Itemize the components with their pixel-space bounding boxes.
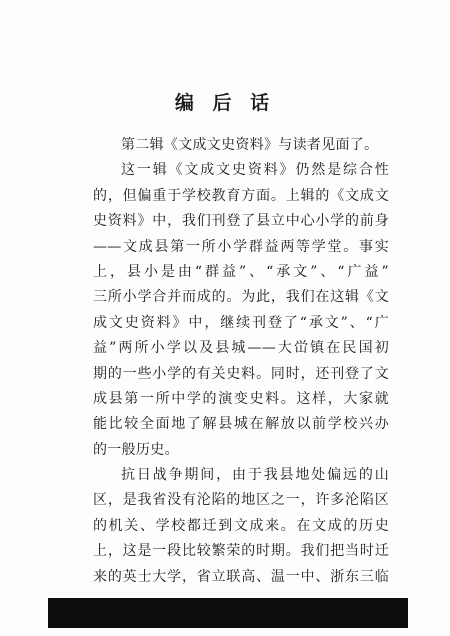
text-line: 史资料》中，我们刊登了县立中心小学的前身 <box>93 213 389 230</box>
text-line: 三所小学合并而成的。为此，我们在这辑《文 <box>93 289 389 306</box>
text-line: 抗日战争期间，由于我县地处偏远的山 <box>121 467 389 484</box>
document-body <box>93 133 389 590</box>
text-line: 来的英士大学，省立联高、温一中、浙东三临 <box>93 568 389 585</box>
text-line: 上，这是一段比较繁荣的时期。我们把当时迁 <box>93 543 389 560</box>
text-line: 能比较全面地了解县城在解放以前学校兴办 <box>93 416 389 433</box>
text-line: 第二辑《文成文史资料》与读者见面了。 <box>121 137 379 153</box>
text-line: ——文成县第一所小学群益两等学堂。事实 <box>93 238 389 255</box>
text-line: 这一辑《文成文史资料》仍然是综合性 <box>121 162 389 179</box>
text-line: 区，是我省没有沦陷的地区之一，许多沦陷区 <box>93 492 389 509</box>
text-line: 上，县小是由“群益”、“承文”、“广益” <box>93 263 389 280</box>
scan-edge-bar <box>48 598 408 628</box>
text-line: 期的一些小学的有关史料。同时，还刊登了文 <box>93 365 389 382</box>
text-line: 的，但偏重于学校教育方面。上辑的《文成文 <box>93 187 389 204</box>
text-line: 的机关、学校都迁到文成来。在文成的历史 <box>93 517 389 534</box>
text-line: 的一般历史。 <box>93 441 179 458</box>
text-line: 成文史资料》中，继续刊登了“承文”、“广 <box>93 314 389 331</box>
text-line: 成县第一所中学的演变史料。这样，大家就 <box>93 390 389 407</box>
page-title: 编 后 话 <box>174 92 276 114</box>
text-line: 益”两所小学以及县城——大峃镇在民国初 <box>93 340 389 357</box>
